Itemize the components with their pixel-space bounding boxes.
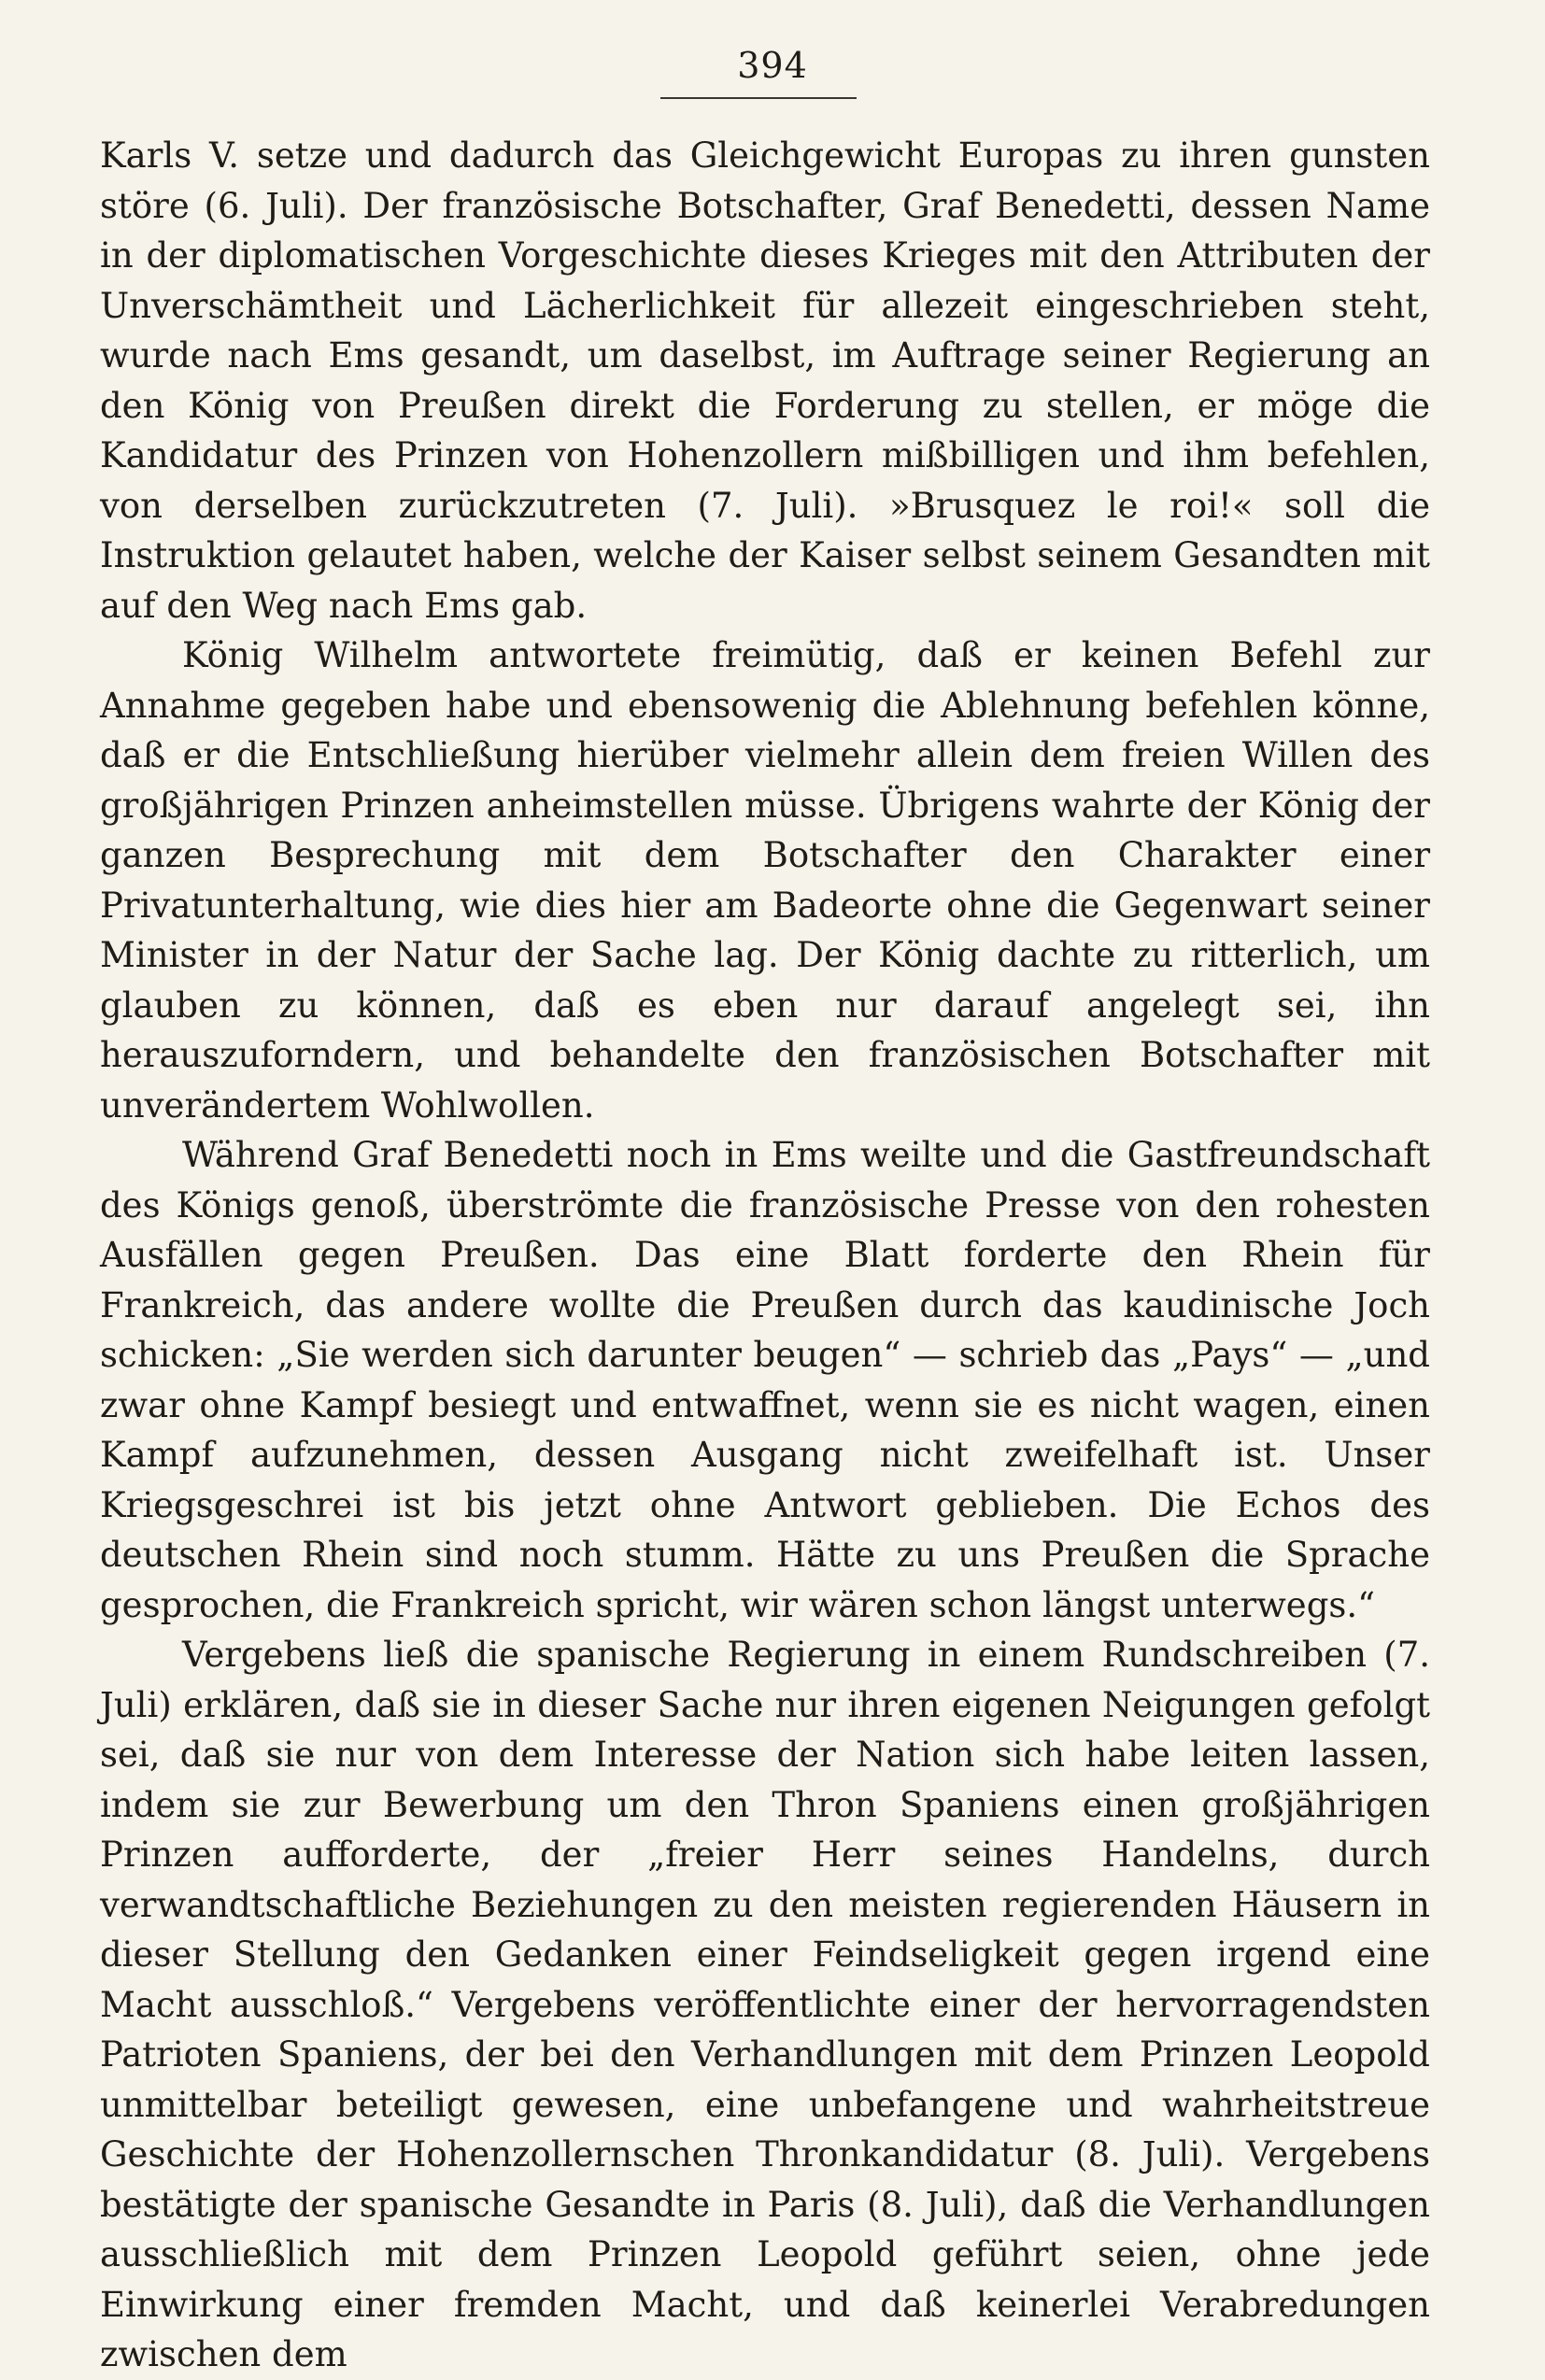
page-number: 394 [737,45,808,86]
paragraph-2: König Wilhelm antwortete freimütig, daß er keinen Befehl zur Annahme gegeben habe und ebensowenig die Ablehnung befehlen könne, daß er die Entschließung hierüber vielmehr allein dem freien Willen des großjährigen Prinzen anheimstellen müsse. Übrigens wahrte der König der ganzen Besprechung mit dem Botschafter den Charakter einer Privatunterhaltung, wie dies hier am Badeorte ohne die Gegenwart seiner Minister in der Natur der Sache lag. Der König dachte zu ritterlich, um glauben zu können, daß es eben nur darauf angelegt sei, ihn herauszuforndern, und behandelte den französischen Botschafter mit unverändertem Wohlwollen. [100,635,1430,1126]
paragraph-4: Vergebens ließ die spanische Regierung in einem Rundschreiben (7. Juli) erklären, daß sie in dieser Sache nur ihren eigenen Neigungen gefolgt sei, daß sie nur von dem Interesse der Nation sich habe leiten lassen, indem sie zur Bewerbung um den Thron Spaniens einen großjährigen Prinzen aufforderte, der „freier Herr seines Handelns, durch verwandtschaftliche Beziehungen zu den meisten regierenden Häusern in dieser Stellung den Gedanken einer Feindseligkeit gegen irgend eine Macht ausschloß.“ Vergebens veröffentlichte einer der hervorragendsten Patrioten Spaniens, der bei den Verhandlungen mit dem Prinzen Leopold unmittelbar beteiligt gewesen, eine unbefangene und wahrheitstreue Geschichte der Hohenzollernschen Thronkandidatur (8. Juli). Vergebens bestätigte der spanische Gesandte in Paris (8. Juli), daß die Verhandlungen ausschließlich mit dem Prinzen Leopold geführt seien, ohne jede Einwirkung einer fremden Macht, und daß keinerlei Verabredungen zwischen dem [100,1635,1430,2374]
paragraph-1: Karls V. setze und dadurch das Gleichgewicht Europas zu ihren gunsten störe (6. Juli). Der französische Botschafter, Graf Benedetti, dessen Name in der diplomatischen Vorgeschichte dieses Krieges mit den Attributen der Unverschämtheit und Lächerlichkeit für allezeit eingeschrieben steht, wurde nach Ems gesandt, um daselbst, im Auftrage seiner Regierung an den König von Preußen direkt die Forderung zu stellen, er möge die Kandidatur des Prinzen von Hohenzollern mißbilligen und ihm befehlen, von derselben zurückzutreten (7. Juli). »Brusquez le roi!« soll die Instruktion gelautet haben, welche der Kaiser selbst seinem Gesandten mit auf den Weg nach Ems gab. [100,135,1430,626]
body-text [100,131,1430,2380]
header-rule [660,97,857,99]
paragraph-3: Während Graf Benedetti noch in Ems weilte und die Gastfreundschaft des Königs genoß, überströmte die französische Presse von den rohesten Ausfällen gegen Preußen. Das eine Blatt forderte den Rhein für Frankreich, das andere wollte die Preußen durch das kaudinische Joch schicken: „Sie werden sich darunter beugen“ — schrieb das „Pays“ — „und zwar ohne Kampf besiegt und entwaffnet, wenn sie es nicht wagen, einen Kampf aufzunehmen, dessen Ausgang nicht zweifelhaft ist. Unser Kriegsgeschrei ist bis jetzt ohne Antwort geblieben. Die Echos des deutschen Rhein sind noch stumm. Hätte zu uns Preußen die Sprache gesprochen, die Frankreich spricht, wir wären schon längst unterwegs.“ [100,1135,1430,1625]
